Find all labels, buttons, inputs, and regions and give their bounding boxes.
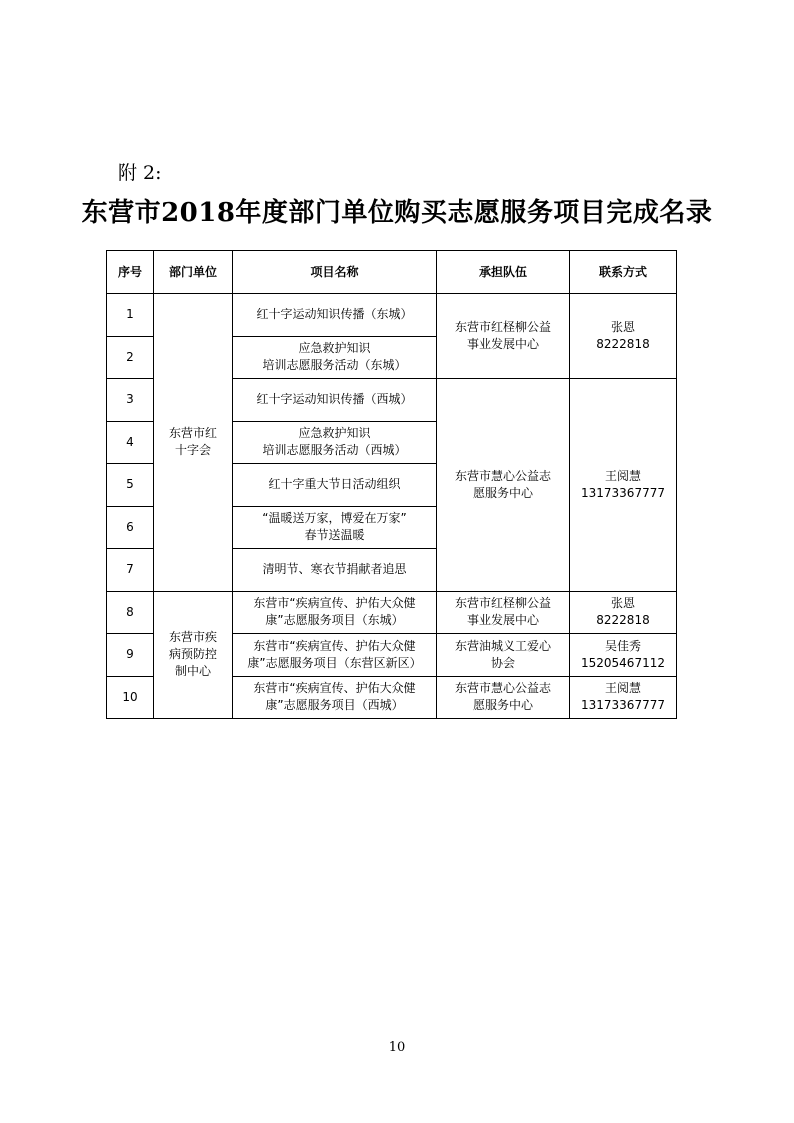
row-number: 10 xyxy=(107,676,154,719)
project-name-cell: 东营市“疾病宣传、护佑大众健 康”志愿服务项目（东营区新区） xyxy=(233,634,437,677)
header-project: 项目名称 xyxy=(233,251,437,294)
row-number: 4 xyxy=(107,421,154,464)
table-row xyxy=(107,294,677,337)
project-name-cell: 东营市“疾病宣传、护佑大众健 康”志愿服务项目（东城） xyxy=(233,591,437,634)
project-table xyxy=(106,250,677,719)
row-number: 5 xyxy=(107,464,154,507)
row-number: 2 xyxy=(107,336,154,379)
header-department: 部门单位 xyxy=(154,251,233,294)
project-name-cell: 红十字运动知识传播（西城） xyxy=(233,379,437,422)
team-cell: 东营市慧心公益志 愿服务中心 xyxy=(437,379,570,592)
header-team: 承担队伍 xyxy=(437,251,570,294)
row-number: 9 xyxy=(107,634,154,677)
department-cell: 东营市疾 病预防控 制中心 xyxy=(154,591,233,719)
row-number: 3 xyxy=(107,379,154,422)
project-name-cell: “温暖送万家，博爱在万家” 春节送温暖 xyxy=(233,506,437,549)
contact-cell: 王阅慧 13173367777 xyxy=(570,379,677,592)
table-row xyxy=(107,591,677,634)
header-contact: 联系方式 xyxy=(570,251,677,294)
row-number: 8 xyxy=(107,591,154,634)
project-name-cell: 红十字运动知识传播（东城） xyxy=(233,294,437,337)
department-cell: 东营市红 十字会 xyxy=(154,294,233,592)
document-title: 东营市2018年度部门单位购买志愿服务项目完成名录 xyxy=(81,198,713,228)
contact-cell: 王阅慧 13173367777 xyxy=(570,676,677,719)
team-cell: 东营油城义工爱心 协会 xyxy=(437,634,570,677)
project-name-cell: 应急救护知识 培训志愿服务活动（西城） xyxy=(233,421,437,464)
contact-cell: 吴佳秀 15205467112 xyxy=(570,634,677,677)
team-cell: 东营市慧心公益志 愿服务中心 xyxy=(437,676,570,719)
header-no: 序号 xyxy=(107,251,154,294)
row-number: 7 xyxy=(107,549,154,592)
project-name-cell: 应急救护知识 培训志愿服务活动（东城） xyxy=(233,336,437,379)
table-header-row xyxy=(107,251,677,294)
row-number: 6 xyxy=(107,506,154,549)
page-number: 10 xyxy=(388,1040,406,1055)
team-cell: 东营市红柽柳公益 事业发展中心 xyxy=(437,591,570,634)
project-name-cell: 红十字重大节日活动组织 xyxy=(233,464,437,507)
team-cell: 东营市红柽柳公益 事业发展中心 xyxy=(437,294,570,379)
contact-cell: 张恩 8222818 xyxy=(570,294,677,379)
row-number: 1 xyxy=(107,294,154,337)
contact-cell: 张恩 8222818 xyxy=(570,591,677,634)
annex-label: 附 2: xyxy=(118,162,162,184)
project-name-cell: 东营市“疾病宣传、护佑大众健 康”志愿服务项目（西城） xyxy=(233,676,437,719)
project-name-cell: 清明节、寒衣节捐献者追思 xyxy=(233,549,437,592)
